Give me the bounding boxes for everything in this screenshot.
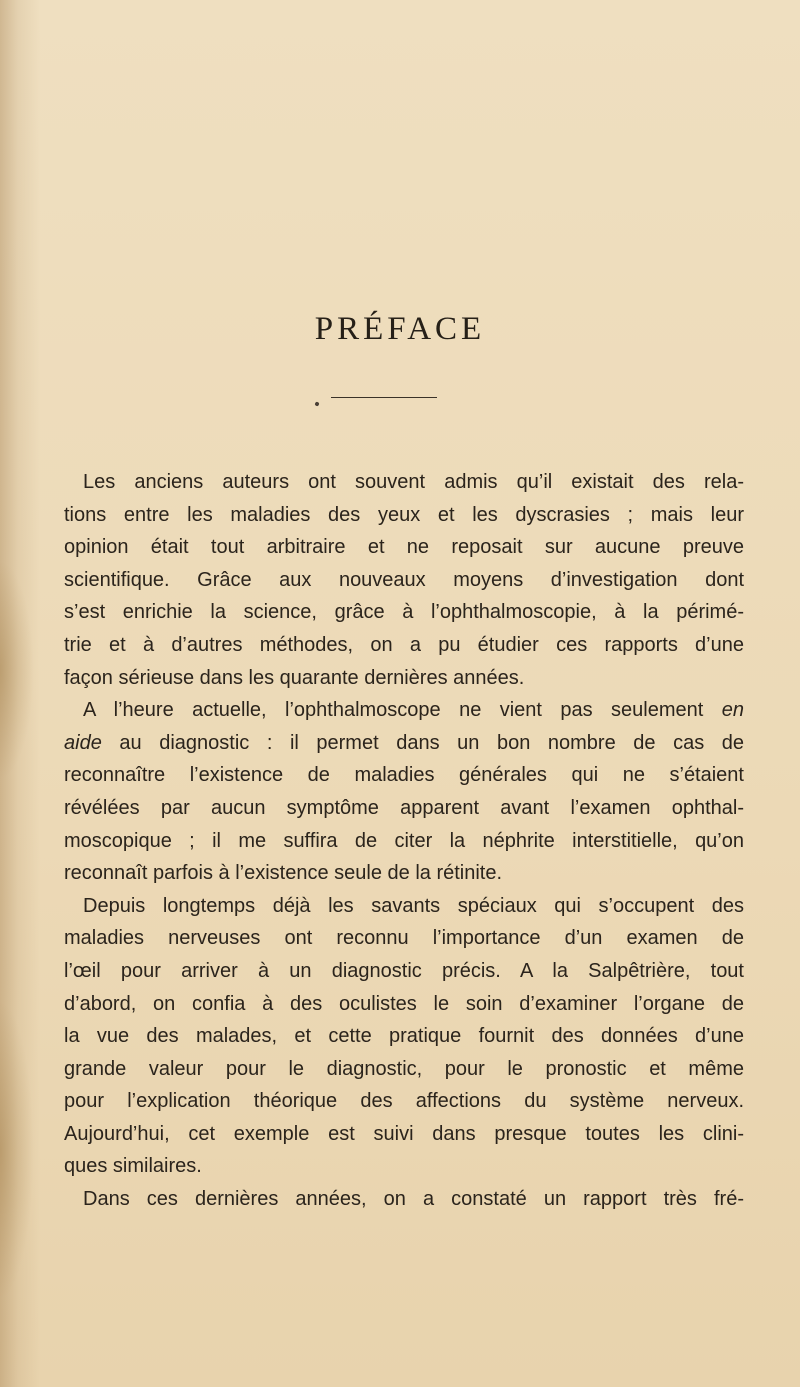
text-line: scientifique. Grâce aux nouveaux moyens d’investigation dont bbox=[64, 568, 744, 591]
text-line: révélées par aucun symptôme apparent avant l’examen ophthal- bbox=[64, 796, 744, 819]
text-line: opinion était tout arbitraire et ne reposait sur aucune preuve bbox=[64, 536, 744, 559]
text-line: Aujourd’hui, cet exemple est suivi dans presque toutes les clini- bbox=[64, 1122, 744, 1145]
text-line: moscopique ; il me suffira de citer la néphrite interstitielle, qu’on bbox=[64, 829, 744, 852]
text-segment: au diagnostic : il permet dans un bon nombre de cas de bbox=[119, 731, 745, 754]
text-line: reconnaître l’existence de maladies générales qui ne s’étaient bbox=[64, 764, 744, 787]
text-line-with-italic bbox=[64, 694, 744, 727]
preface-body bbox=[64, 466, 744, 1216]
text-line: façon sérieuse dans les quarante dernières années. bbox=[64, 666, 525, 689]
text-segment: A l’heure actuelle, l’ophthalmoscope ne vient pas seulement bbox=[83, 699, 722, 722]
italic-phrase-en: en bbox=[721, 699, 744, 722]
text-line: trie et à d’autres méthodes, on a pu étudier ces rapports d’une bbox=[64, 633, 744, 656]
text-line: pour l’explication théorique des affections du système nerveux. bbox=[64, 1090, 744, 1113]
text-line: s’est enrichie la science, grâce à l’ophthalmoscopie, à la périmé- bbox=[64, 601, 744, 624]
page-edge-stain bbox=[0, 1000, 34, 1300]
text-line: Les anciens auteurs ont souvent admis qu’il existait des rela- bbox=[83, 471, 744, 493]
ink-speck bbox=[314, 401, 319, 406]
page-edge-stain bbox=[0, 560, 34, 780]
text-line: Depuis longtemps déjà les savants spéciaux qui s’occupent des bbox=[83, 894, 744, 917]
text-line-with-italic bbox=[64, 727, 744, 760]
text-line: d’abord, on confia à des oculistes le soin d’examiner l’organe de bbox=[64, 992, 744, 1015]
text-line: ques similaires. bbox=[64, 1155, 202, 1178]
text-line: maladies nerveuses ont reconnu l’importance d’un examen de bbox=[64, 927, 744, 950]
text-line: la vue des malades, et cette pratique fournit des données d’une bbox=[64, 1025, 744, 1048]
text-line: Dans ces dernières années, on a constaté un rapport très fré- bbox=[83, 1188, 744, 1211]
text-line: tions entre les maladies des yeux et les dyscrasies ; mais leur bbox=[64, 503, 744, 526]
text-line: l’œil pour arriver à un diagnostic précis. A la Salpêtrière, tout bbox=[64, 959, 744, 982]
text-line: reconnaît parfois à l’existence seule de la rétinite. bbox=[64, 862, 503, 885]
italic-phrase-aide: aide bbox=[64, 731, 102, 754]
text-line: grande valeur pour le diagnostic, pour le pronostic et même bbox=[64, 1057, 744, 1080]
title-rule bbox=[331, 397, 437, 398]
page-title: PRÉFACE bbox=[314, 311, 486, 347]
